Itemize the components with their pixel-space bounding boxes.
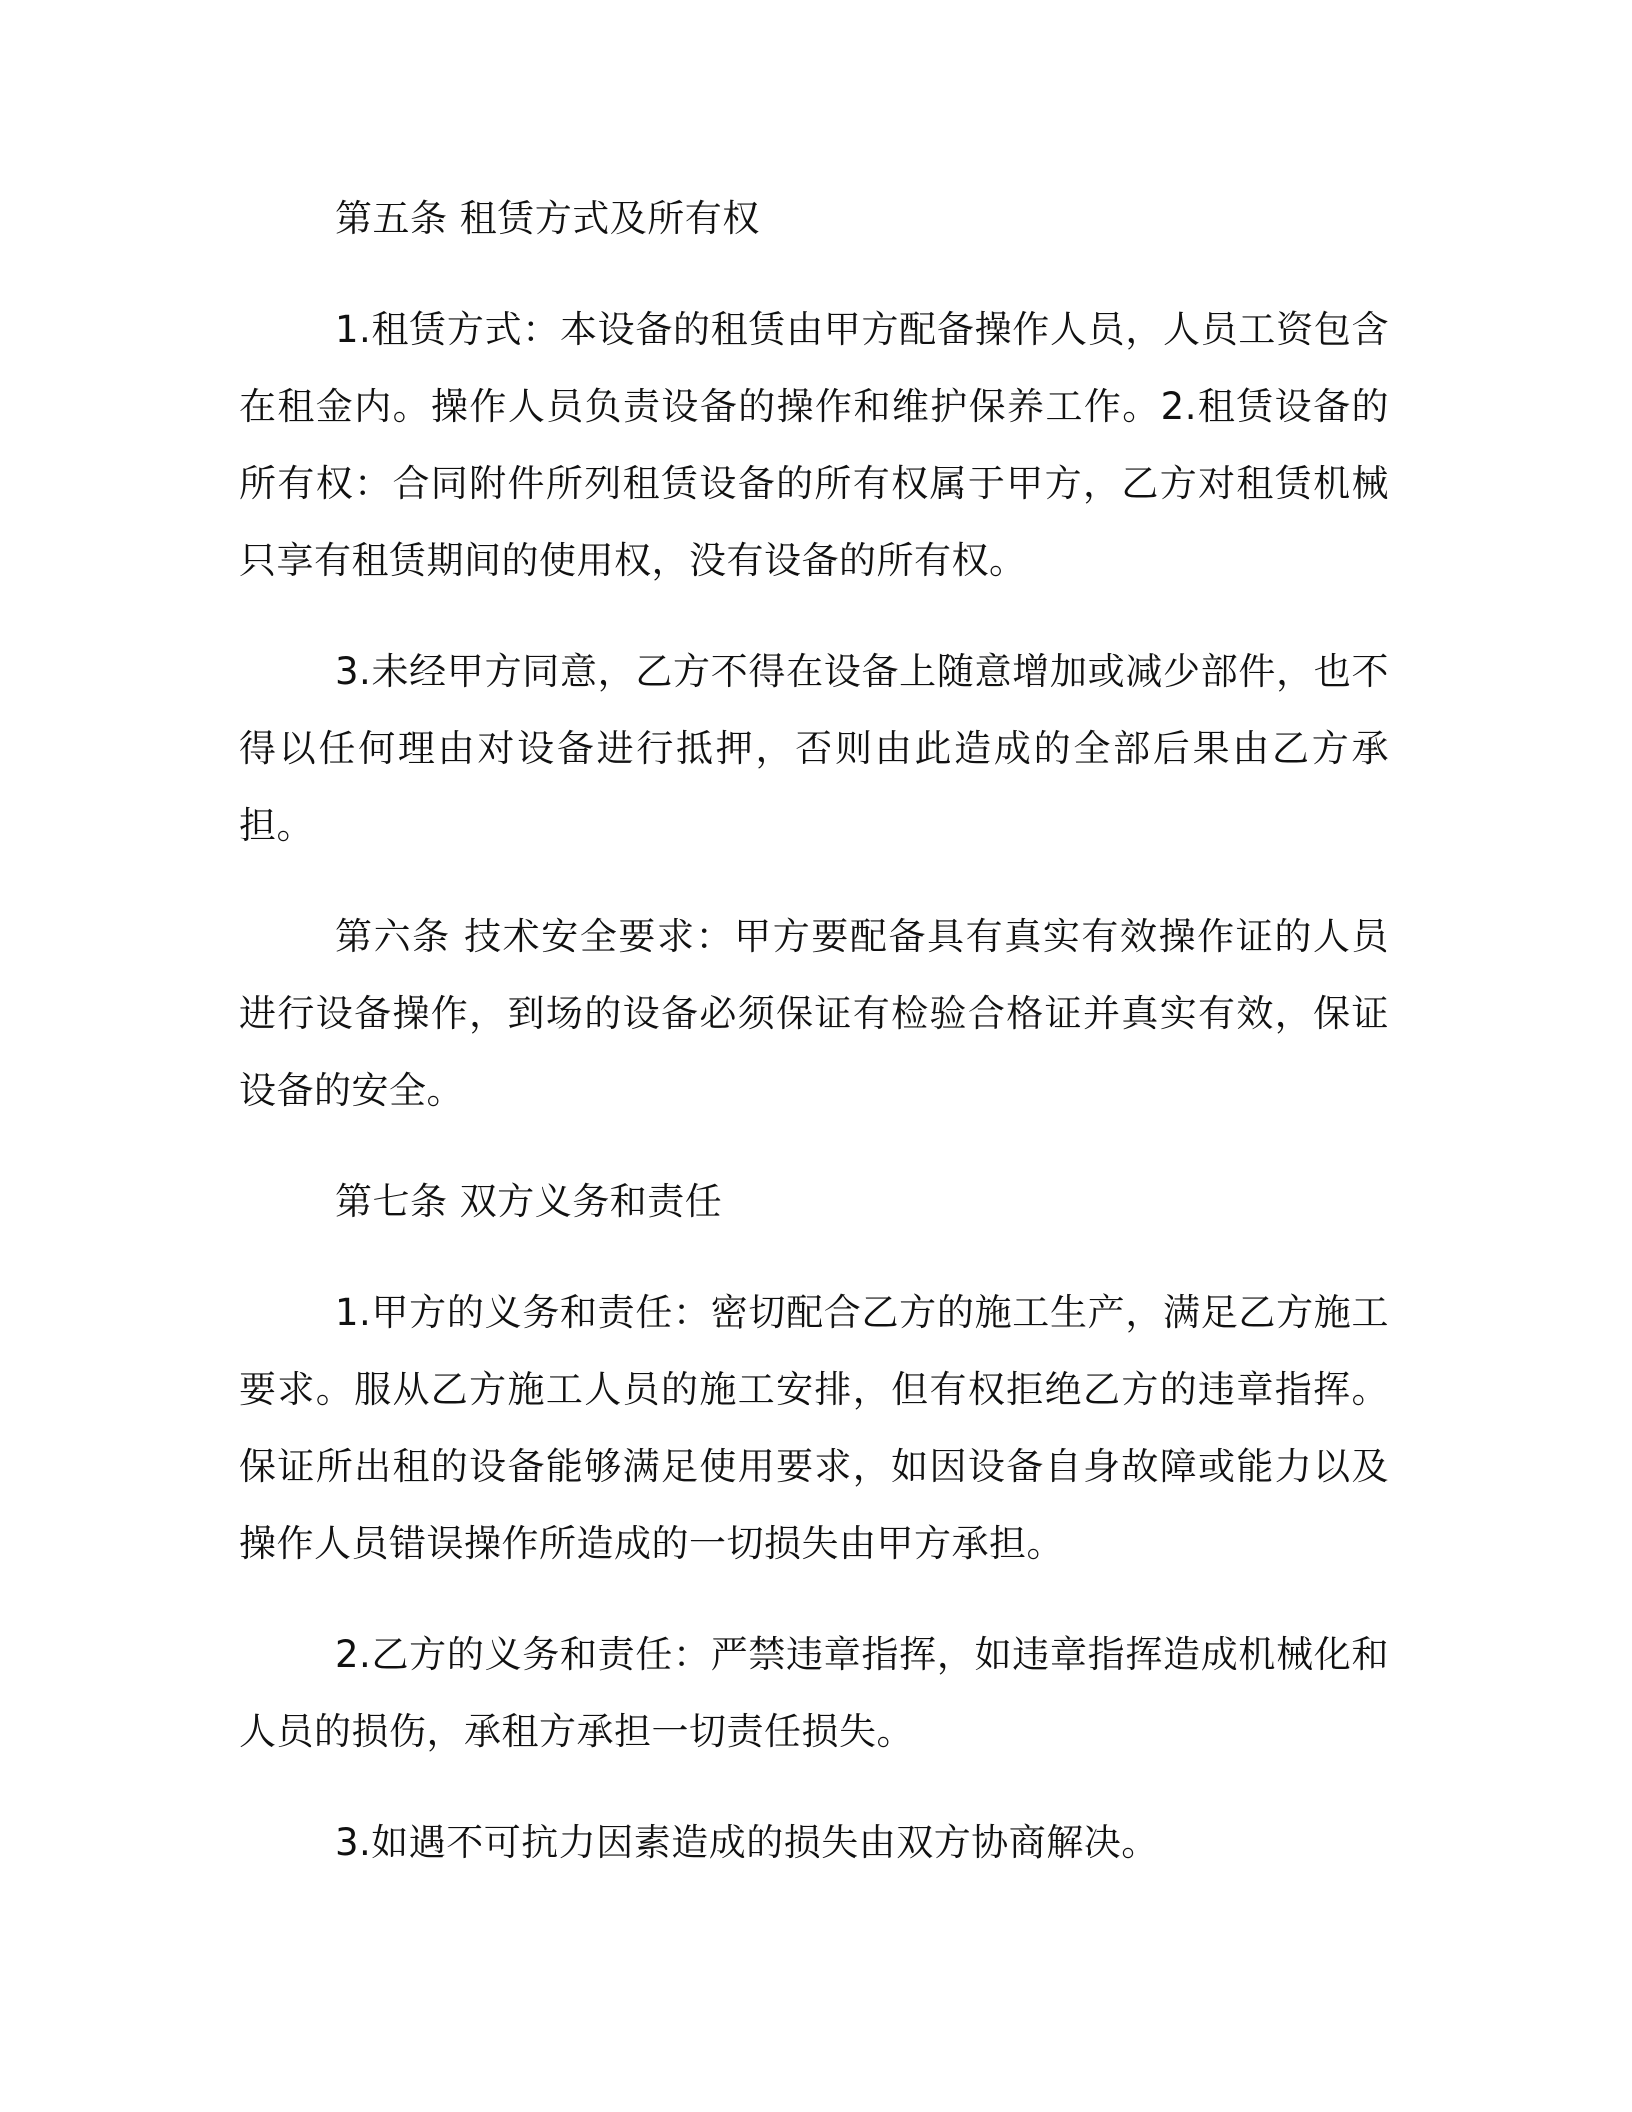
article-5-clause-1-2: 1.租赁方式：本设备的租赁由甲方配备操作人员，人员工资包含在租金内。操作人员负责设备的操作和维护保养工作。2.租赁设备的所有权：合同附件所列租赁设备的所有权属于甲方，乙方对租赁机械只享有租赁期间的使用权，没有设备的所有权。 bbox=[239, 308, 1389, 582]
article-7-clause-1: 1.甲方的义务和责任：密切配合乙方的施工生产，满足乙方施工要求。服从乙方施工人员的施工安排，但有权拒绝乙方的违章指挥。保证所出租的设备能够满足使用要求，如因设备自身故障或能力以及操作人员错误操作所造成的一切损失由甲方承担。 bbox=[239, 1291, 1389, 1565]
article-5-heading: 第五条 租赁方式及所有权 bbox=[335, 197, 760, 240]
article-7-clause-3: 3.如遇不可抗力因素造成的损失由双方协商解决。 bbox=[335, 1821, 1159, 1864]
document-body bbox=[239, 180, 1389, 1915]
article-5-clause-3: 3.未经甲方同意，乙方不得在设备上随意增加或减少部件，也不得以任何理由对设备进行抵押，否则由此造成的全部后果由乙方承担。 bbox=[239, 650, 1389, 847]
article-7-heading: 第七条 双方义务和责任 bbox=[335, 1180, 723, 1223]
article-7-clause-2: 2.乙方的义务和责任：严禁违章指挥，如违章指挥造成机械化和人员的损伤，承租方承担一切责任损失。 bbox=[239, 1633, 1389, 1753]
article-6-paragraph: 第六条 技术安全要求：甲方要配备具有真实有效操作证的人员进行设备操作，到场的设备必须保证有检验合格证并真实有效，保证设备的安全。 bbox=[239, 915, 1389, 1112]
